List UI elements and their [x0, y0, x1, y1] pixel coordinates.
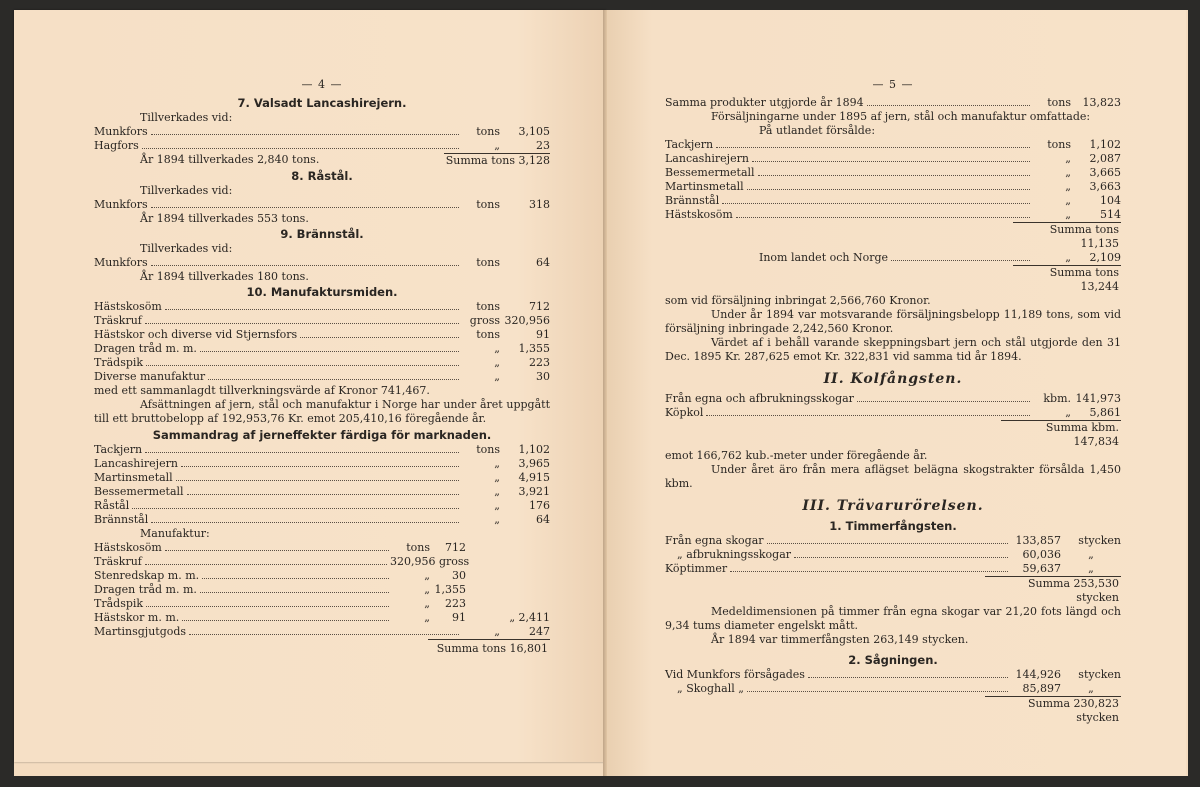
table-row: Lancashirejern „ 2,087: [665, 152, 1121, 165]
table-row: Vid Munkfors försågades 144,926 stycken: [665, 668, 1121, 681]
page-number-right: — 5 —: [872, 78, 914, 91]
table-row: Köptimmer 59,637 „: [665, 562, 1094, 575]
table-row: „ Skoghall „ 85,897 „: [677, 682, 1094, 695]
section-8-title: 8. Råstål.: [291, 169, 353, 183]
kol-paragraph-1: emot 166,762 kub.-meter under föregående år.: [665, 449, 928, 462]
section-10-title: 10. Manufaktursmiden.: [246, 285, 398, 299]
section-9-note: År 1894 tillverkades 180 tons.: [140, 270, 309, 283]
sales-intro: Försäljningarne under 1895 af jern, stål och manufaktur omfattade:: [711, 110, 1091, 123]
timmer-title: 1. Timmerfångsten.: [829, 519, 957, 533]
table-row: Träskruf 320,956 gross: [94, 555, 470, 568]
table-row: Stenredskap m. m. „ 30: [94, 569, 466, 582]
section-7-note: År 1894 tillverkades 2,840 tons.: [140, 153, 320, 166]
kol-paragraph-2: Under året äro från mera aflägset belägna skogstrakter försålda 1,450 kbm.: [665, 463, 1121, 490]
summary-title: Sammandrag af jerneffekter färdiga för marknaden.: [152, 428, 492, 442]
section-9-title: 9. Brännstål.: [280, 227, 364, 241]
section-10-text: med ett sammanlagdt tillverkningsvärde af Kronor 741,467.: [94, 384, 430, 397]
table-row: Martinsmetall „ 3,663: [665, 180, 1121, 193]
table-row: Dragen tråd m. m. „ 1,355: [94, 583, 466, 596]
manufaktur-label: Manufaktur:: [140, 527, 210, 540]
section-7-title: 7. Valsadt Lancashirejern.: [237, 96, 407, 110]
section-7-intro: Tillverkades vid:: [140, 111, 233, 124]
table-row: Bessemermetall „ 3,665: [665, 166, 1121, 179]
section-10-paragraph: Afsättningen af jern, stål och manufaktur i Norge har under året uppgått till ett bruttobelopp af 192,953,76 Kr. emot 205,410,16 föregående år.: [94, 398, 550, 425]
table-row: Köpkol „ 5,861: [665, 406, 1121, 419]
section-9-intro: Tillverkades vid:: [140, 242, 233, 255]
sales-paragraph-2: Under år 1894 var motsvarande försäljningsbelopp 11,189 tons, som vid försäljning inbringade 2,242,560 Kronor.: [665, 308, 1121, 335]
section-ii-title: II. Kolfångsten.: [823, 371, 963, 387]
table-row: Munkfors tons 64: [94, 256, 550, 269]
sales-summa-abroad: Summa tons 11,135: [1013, 222, 1121, 251]
section-iii-title: III. Trävarurörelsen.: [802, 498, 984, 514]
table-row: Samma produkter utgjorde år 1894 tons 13,823: [665, 96, 1121, 109]
table-row: Brännstål „ 104: [665, 194, 1121, 207]
table-row: Hästskor m. m. „ 91 „ 2,411: [94, 611, 550, 624]
table-row: Martinsgjutgods „ 247: [94, 625, 550, 638]
table-row: „ afbrukningsskogar 60,036 „: [677, 548, 1094, 561]
table-row: Hästskosöm „ 514: [665, 208, 1121, 221]
table-row: Tackjern tons 1,102: [94, 443, 550, 456]
table-row: Munkfors tons 3,105: [94, 125, 550, 138]
page-number-left: — 4 —: [301, 78, 343, 91]
table-row: Diverse manufaktur „ 30: [94, 370, 550, 383]
summary-summa: Summa tons 16,801: [428, 639, 550, 656]
timmer-paragraph-2: År 1894 var timmerfångsten 263,149 stycken.: [711, 633, 969, 646]
table-row: Martinsmetall „ 4,915: [94, 471, 550, 484]
timmer-summa: Summa 253,530 stycken: [985, 576, 1121, 605]
kol-summa: Summa kbm. 147,834: [1001, 420, 1121, 449]
right-page-content: [665, 78, 1121, 725]
table-row: Hästskosöm tons 712: [94, 541, 466, 554]
table-row: Råstål „ 176: [94, 499, 550, 512]
table-row: Lancashirejern „ 3,965: [94, 457, 550, 470]
timmer-paragraph-1: Medeldimensionen på timmer från egna skogar var 21,20 fots längd och 9,34 tums diameter engelskt mått.: [665, 605, 1121, 632]
table-row: Träskruf gross 320,956: [94, 314, 550, 327]
table-row: Bessemermetall „ 3,921: [94, 485, 550, 498]
sales-paragraph-1: som vid försäljning inbringat 2,566,760 Kronor.: [665, 294, 931, 307]
table-row: Hästskor och diverse vid Stjernsfors tons 91: [94, 328, 550, 341]
sales-abroad-label: På utlandet försålde:: [759, 124, 876, 137]
table-row: Hagfors „ 23: [94, 139, 550, 152]
section-8-note: År 1894 tillverkades 553 tons.: [140, 212, 309, 225]
table-row: Tackjern tons 1,102: [665, 138, 1121, 151]
table-row: Munkfors tons 318: [94, 198, 550, 211]
table-row: Dragen tråd m. m. „ 1,355: [94, 342, 550, 355]
table-row: Från egna skogar 133,857 stycken: [665, 534, 1121, 547]
table-row: Hästskosöm tons 712: [94, 300, 550, 313]
sales-summa-total: Summa tons 13,244: [1013, 265, 1121, 294]
sagning-summa: Summa 230,823 stycken: [985, 696, 1121, 725]
book-gutter: [603, 10, 607, 776]
table-row: Brännstål „ 64: [94, 513, 550, 526]
section-7-summa: Summa tons 3,128: [445, 154, 550, 167]
left-page-content: [94, 78, 550, 656]
table-row: Från egna och afbrukningsskogar kbm. 141,973: [665, 392, 1121, 405]
table-row: Trådspik „ 223: [94, 597, 466, 610]
sagning-title: 2. Sågningen.: [848, 653, 938, 667]
section-8-intro: Tillverkades vid:: [140, 184, 233, 197]
table-row: Inom landet och Norge „ 2,109: [759, 251, 1121, 264]
sales-paragraph-3: Värdet af i behåll varande skeppningsbart jern och stål utgjorde den 31 Dec. 1895 Kr. 287,625 emot Kr. 322,831 vid samma tid år 1894.: [665, 336, 1121, 363]
table-row: Trädspik „ 223: [94, 356, 550, 369]
